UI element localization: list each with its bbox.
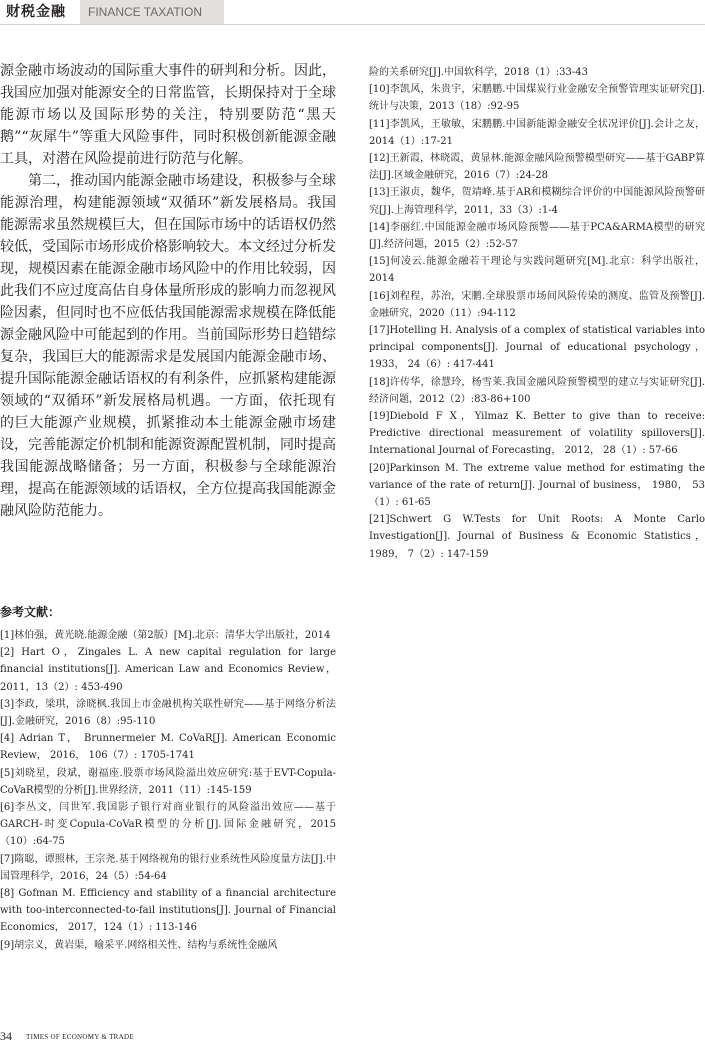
page-number: 34: [0, 1029, 12, 1043]
page-header: [0, 0, 705, 25]
reference-item: [8] Gofman M. Efficiency and stability of a financial architecture with too-interconnected-to-fail institutions[J]. Journal of Financial Economics， 2017，124（1）: 113-146: [0, 888, 336, 934]
reference-item: [9]胡宗义，黄岩渠，喻采平.网络相关性、结构与系统性金融风: [0, 939, 278, 951]
reference-item: [15]何凌云.能源金融若干理论与实践问题研究[M].北京：科学出版社，2014: [369, 256, 705, 285]
reference-item: [19]Diebold F X，Yilmaz K. Better to give than to receive: Predictive directional measurement of volatility spillovers[J]. International Journal of Forecasting， 2012， 28（1）: 57-66: [369, 411, 705, 457]
body-paragraph: 源金融市场波动的国际重大事件的研判和分析。因此，我国应加强对能源安全的日常监管，长期保持对于全球能源市场以及国际形势的关注，特别要防范“黑天鹅”“灰犀牛”等重大风险事件，同时积极创新能源金融工具，对潜在风险提前进行防范与化解。: [0, 63, 336, 167]
reference-item: 险的关系研究[J].中国软科学，2018（1）:33-43: [369, 67, 588, 78]
reference-item: [13]王淑贞，魏华，贺靖峰.基于AR和模糊综合评价的中国能源风险预警研究[J].上海管理科学，2011，33（3）:1-4: [369, 187, 705, 216]
reference-item: [16]刘程程，苏治，宋鹏.全球股票市场间风险传染的测度、监管及预警[J].金融研究，2020（11）:94-112: [369, 290, 705, 319]
reference-item: [17]Hotelling H. Analysis of a complex of statistical variables into principal components[J]. Journal of educational psychology， 1933， 24（6）: 417-441: [369, 325, 705, 371]
references-title: 参考文献：: [0, 605, 61, 619]
reference-item: [14]李丽红.中国能源金融市场风险预警——基于PCA&ARMA模型的研究[J].经济问题，2015（2）:52-57: [369, 221, 705, 251]
reference-item: [10]李凯风，朱贵宇，宋鹏鹏.中国煤炭行业金融安全预警管理实证研究[J].统计与决策，2013（18）:92-95: [369, 84, 705, 113]
reference-item: [4] Adrian T， Brunnermeier M. CoVaR[J]. American Economic Review， 2016， 106（7）: 1705-1741: [0, 733, 336, 762]
reference-item: [1]林伯强，黄光晓.能源金融（第2版）[M].北京：清华大学出版社，2014: [0, 630, 331, 641]
reference-item: [2] Hart O，Zingales L. A new capital regulation for large financial institutions[J]. American Law and Economics Review， 2011，13（2）: 453-490: [0, 647, 336, 693]
section-title-zh: 财税金融: [0, 0, 82, 24]
journal-name: TIMES OF ECONOMY & TRADE: [26, 1033, 134, 1041]
page-footer: [0, 1029, 705, 1043]
reference-item: [12]王新霞，林晓霞，黄显林.能源金融风险预警模型研究——基于GABP算法[J].区域金融研究，2016（7）:24-28: [369, 153, 705, 182]
references-list-right: [369, 64, 705, 563]
reference-item: [11]李凯风，王敏敏，宋鹏鹏.中国新能源金融安全状况评价[J].会计之友，2014（1）:17-21: [369, 118, 705, 147]
reference-item: [21]Schwert G W.Tests for Unit Roots: A Monte Carlo Investigation[J]. Journal of Business & Economic Statistics， 1989， 7（2）: 147-159: [369, 514, 705, 560]
body-text: [0, 60, 336, 522]
reference-item: [20]Parkinson M. The extreme value method for estimating the variance of the rate of return[J]. Journal of business， 1980， 53（1）: 61-65: [369, 462, 705, 509]
reference-item: [7]隋聪，谭照林，王宗尧.基于网络视角的银行业系统性风险度量方法[J].中国管理科学，2016，24（5）:54-64: [0, 853, 336, 882]
reference-item: [5]刘晓星，段斌，谢福座.股票市场风险溢出效应研究:基于EVT-Copula-CoVaR模型的分析[J].世界经济，2011（11）:145-159: [0, 767, 336, 796]
reference-item: [6]李丛文，闫世军.我国影子银行对商业银行的风险溢出效应——基于GARCH-时变Copula-CoVaR模型的分析[J].国际金融研究，2015（10）:64-75: [0, 802, 336, 848]
section-title-en: FINANCE TAXATION: [80, 0, 224, 24]
reference-item: [3]李政，梁琪，涂晓枫.我国上市金融机构关联性研究——基于网络分析法[J].金融研究，2016（8）:95-110: [0, 698, 336, 728]
references-list-left: [0, 627, 336, 954]
body-paragraph: 第二，推动国内能源金融市场建设，积极参与全球能源治理，构建能源领域“双循环”新发展格局。我国能源需求虽然规模巨大，但在国际市场中的话语权仍然较低，受国际市场形成价格影响较大。本文经过分析发现，规模因素在能源金融市场风险中的作用比较弱，因此我们不应过度高估自身体量所形成的影响力而忽视风险因素，但同时也不应低估我国能源需求规模在降低能源金融风险中可能起到的作用。当前国际形势日趋错综复杂，我国巨大的能源需求是发展国内能源金融市场、提升国际能源金融话语权的有利条件，应抓紧构建能源领域的“双循环”新发展格局机遇。一方面，依托现有的巨大能源产业规模，抓紧推动本土能源金融市场建设，完善能源定价机制和能源资源配置机制，同时提高我国能源战略储备；另一方面，积极参与全球能源治理，提高在能源领域的话语权，全方位提高我国能源金融风险防范能力。: [0, 173, 336, 519]
reference-item: [18]许传华，徐慧玲，杨雪莱.我国金融风险预警模型的建立与实证研究[J].经济问题，2012（2）:83-86+100: [369, 376, 705, 405]
